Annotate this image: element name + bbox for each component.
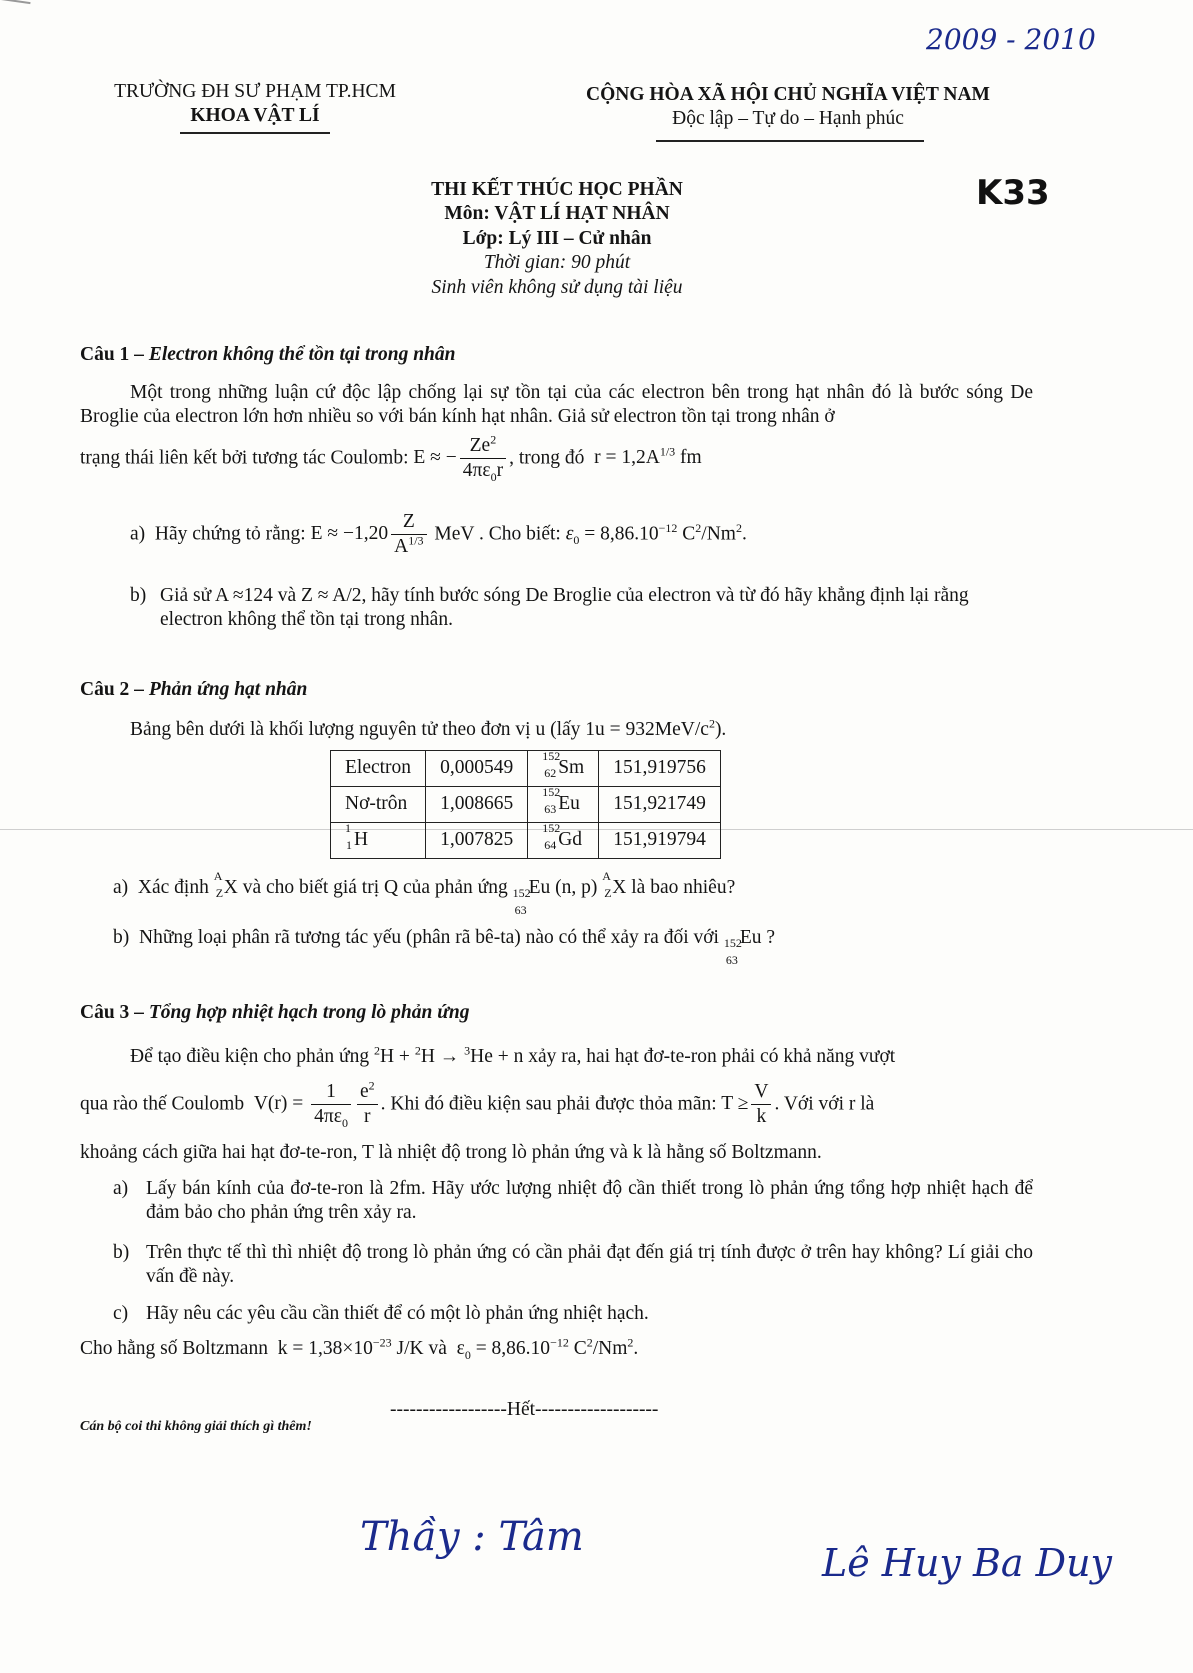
q2b-label: b) [113,927,130,948]
mass-table [330,750,721,859]
q1a-label: a) [130,523,146,545]
q1a: a) Hãy chứng tỏ rằng: E ≈ −1,20 $\frac{Z}{A^{1/3}}$ MeV . Cho biết: $\varepsilon_0 = 8,86.10^{-12}$ $C^2/Nm^2$. [130,511,747,558]
handwritten-class-code: K33 [976,173,1050,213]
q3b-label: b) [113,1242,130,1263]
q3-const-mid: J/K và [396,1338,447,1359]
q2b-end: Eu ? [739,927,776,948]
handwritten-student-name: Lê Huy Ba Duy [822,1541,1113,1585]
epsilon-formula: $\varepsilon_0 = 8,86.10^{-12}$ $C^2/Nm^2$. [451,1335,639,1362]
nuclide-symbol: 152 62 Sm [528,751,599,787]
q2a-text4: là bao nhiêu? [631,877,736,898]
q3-paragraph-1 [130,1045,895,1069]
q2a-product-nuclide: A Z X [602,869,627,900]
q2-heading [80,678,307,702]
q3-p1-end: xảy ra, hai hạt đơ-te-ron phải có khả năng vượt [528,1046,896,1067]
q2b: b) Những loại phân rã tương tác yếu (phân rã bê-ta) nào có thể xảy ra đối với 152 63 Eu ? [113,927,776,967]
school-name: TRƯỜNG ĐH SƯ PHẠM TP.HCM [114,81,396,102]
motto: Độc lập – Tự do – Hạnh phúc [672,108,904,130]
q2-intro-text: Bảng bên dưới là khối lượng nguyên tử theo đơn vị u (lấy 1u = 932MeV/c [130,719,709,740]
q2a-unknown-nuclide: A Z X [213,869,238,900]
q3b-text: Trên thực tế thì thì nhiệt độ trong lò phản ứng có cần phải đạt đến giá trị tính được ở trên hay không? Lí giải cho vấn đề này. [146,1242,1033,1288]
particle-mass: 1,008665 [426,787,528,823]
q2a-label: a) [113,877,129,898]
scan-corner-mark [0,0,31,12]
particle-name: 1 1 H [331,823,426,859]
q3-potential-formula: V(r) = $\frac{1}{4\pi\varepsilon_0}$ $\frac{e^2}{r}$ [249,1093,381,1114]
particle-mass: 0,000549 [426,751,528,787]
q2a-text2: và cho biết giá trị Q của phản ứng [242,877,508,898]
q3-p2-start: qua rào thế Coulomb [80,1093,245,1115]
q3b [113,1241,1033,1290]
q1-where-text: , trong đó [509,447,585,469]
q3-condition-formula: T ≥ $\frac{V}{k}$ [721,1093,774,1114]
nuclide-mass: 151,919794 [599,823,721,859]
boltzmann-formula: $k = 1,38\times 10^{-23}$ [272,1335,392,1359]
exam-class: Lớp: Lý III – Cử nhân [462,227,652,249]
q1a-formula: E ≈ −1,20 $\frac{Z}{A^{1/3}}$ [311,523,430,544]
q3-paragraph-3: khoảng cách giữa hai hạt đơ-te-ron, T là nhiệt độ trong lò phản ứng và k là hằng số Boltzmann. [80,1142,822,1163]
q1-title: Electron không thể tồn tại trong nhân [148,344,456,365]
q1b-text: Giả sử A ≈124 và Z ≈ A/2, hãy tính bước sóng De Broglie của electron và từ đó hãy khẳng định lại rằng electron không thể tồn tại trong nhân. [160,585,969,631]
q2-title: Phản ứng hạt nhân [148,679,308,700]
q2a-reaction: Eu (n, p) [528,877,598,898]
q2b-text: Những loại phân rã tương tác yếu (phân rã bê-ta) nào có thể xảy ra đối với [139,927,719,948]
exam-title: THI KẾT THÚC HỌC PHẦN [431,179,683,200]
particle-name: Nơ-trôn [331,787,426,823]
q1-energy-formula: E ≈ − $\frac{Ze^2}{4\pi\varepsilon_0r}$ [413,447,509,468]
faculty-underline [180,132,330,134]
exam-info [357,178,757,300]
particle-name: Electron [331,751,426,787]
country-name: CỘNG HÒA XÃ HỘI CHỦ NGHĨA VIỆT NAM [586,84,990,105]
handwritten-year: 2009 - 2010 [926,23,1096,56]
exam-note: Sinh viên không sử dụng tài liệu [431,276,683,298]
q3-p2-end: . Với với r là [774,1093,875,1115]
q3a-label: a) [113,1178,129,1199]
q2a-text1: Xác định [137,877,209,898]
nuclide-symbol: 152 63 Eu [528,787,599,823]
q3a-text: Lấy bán kính của đơ-te-ron là 2fm. Hãy ước lượng nhiệt độ cần thiết trong lò phản ứng tổng hợp nhiệt hạch để đảm bảo cho phản ứng trên xảy ra. [146,1178,1033,1224]
q1-radius-formula: $r = 1,2A^{1/3}$ fm [589,444,702,469]
q1-coulomb-line [80,434,1033,484]
q1-paragraph: Một trong những luận cứ độc lập chống lại sự tồn tại của các electron bên trong hạt nhân đó là bước sóng De Broglie của electron lớn hơn nhiều so với bán kính hạt nhân. Giả sử electron tồn tại trong nhân ở [80,382,1033,428]
q3-const-start: Cho hằng số Boltzmann [80,1338,268,1359]
motto-underline [656,140,924,142]
header-left [80,80,430,129]
nuclide-mass: 151,919756 [599,751,721,787]
end-marker: ------------------Hết------------------- [390,1399,659,1420]
q1a-epsilon: ε [565,523,574,545]
q3-label: Câu 3 – [80,1002,144,1023]
q3-p2-mid: . Khi đó điều kiện sau phải được thỏa mãn: [380,1093,717,1115]
q1b-label: b) [130,585,147,606]
q1b [130,584,1033,633]
particle-mass: 1,007825 [426,823,528,859]
q3c-label: c) [113,1303,129,1324]
q2-label: Câu 2 – [80,679,144,700]
q3-p1-start: Để tạo điều kiện cho phản ứng [130,1046,370,1067]
q2a: a) Xác định A Z X và cho biết giá trị Q của phản ứng 152 63 Eu (n, p) A Z X là bao nhiêu? [113,869,736,917]
q3-heading [80,1001,470,1025]
q1a-text: Hãy chứng tỏ rằng: [154,523,306,545]
q1a-unit-text: MeV . Cho biết: [434,523,561,545]
faculty-name: KHOA VẬT LÍ [190,105,320,127]
q1-heading [80,343,456,367]
header-right [538,83,1038,132]
proctor-note: Cán bộ coi thi không giải thích gì thêm! [80,1419,312,1434]
table-row [331,751,721,787]
nuclide-mass: 151,921749 [599,787,721,823]
table-row [331,787,721,823]
q3a [113,1177,1033,1226]
q3-paragraph-2 [80,1080,874,1130]
q1-coulomb-text: trạng thái liên kết bởi tương tác Coulomb: [80,447,409,469]
q3c-text: Hãy nêu các yêu cầu cần thiết để có một lò phản ứng nhiệt hạch. [146,1303,649,1324]
handwritten-teacher-name: Thầy : Tâm [360,1514,584,1560]
q3c [113,1302,649,1326]
q3-title: Tổng hợp nhiệt hạch trong lò phản ứng [148,1002,470,1023]
nuclide-symbol: 152 64 Gd [528,823,599,859]
q3-fusion-reaction: $^2$H + $^2$H → $^3$He + n [373,1043,524,1067]
exam-time: Thời gian: 90 phút [483,252,631,274]
q3-constants [80,1337,638,1361]
q1-label: Câu 1 – [80,344,144,365]
exam-subject: Môn: VẬT LÍ HẠT NHÂN [444,203,670,225]
q2-intro: Bảng bên dưới là khối lượng nguyên tử theo đơn vị u (lấy $1u = 932MeV/c^2$). [130,716,727,740]
table-row [331,823,721,859]
